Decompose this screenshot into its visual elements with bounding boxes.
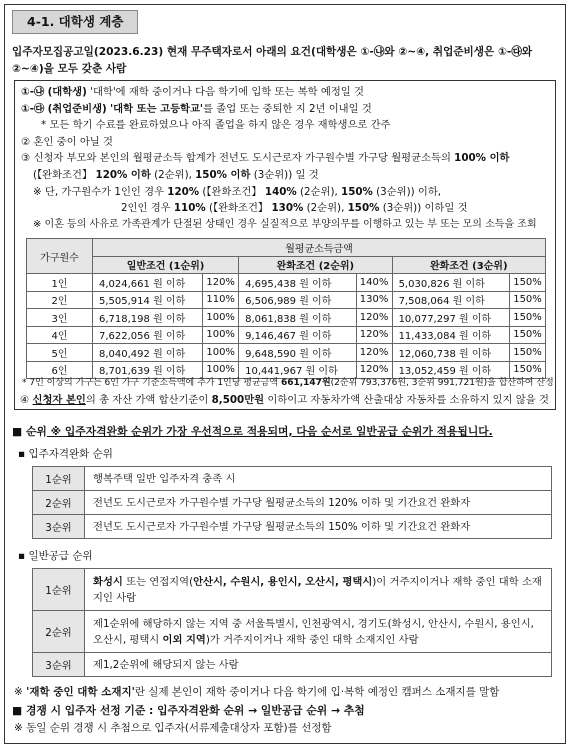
two-pre: 2인인 경우 — [121, 202, 174, 215]
general-rank-2: 2순위 — [33, 611, 85, 653]
general-pct-cell: 100% — [203, 344, 239, 362]
relax3-amount-cell: 11,433,084 원 이하 — [392, 326, 509, 344]
relax2-pct-cell: 140% — [356, 274, 392, 292]
relax3-pct-cell: 150% — [510, 309, 546, 327]
campus-pre: ※ — [14, 686, 27, 698]
condition-3-relaxed — [21, 167, 549, 184]
general-amount-cell: 8,701,639 원 이하 — [93, 361, 203, 379]
condition-1a-mark: ①-㉯ — [21, 86, 45, 98]
col-general: 일반조건 (1순위) — [93, 256, 239, 274]
general-amount-cell: 4,024,661 원 이하 — [93, 274, 203, 292]
one-m2: (2순위), — [296, 185, 342, 198]
relax2-pct-cell: 120% — [356, 361, 392, 379]
g1-t1: 또는 연접지역( — [122, 575, 194, 588]
condition-1b — [21, 101, 549, 118]
relax2-pct-cell: 120% — [356, 326, 392, 344]
household-cell: 2인 — [27, 291, 93, 309]
relax3-pct-cell: 150% — [510, 361, 546, 379]
household-cell: 3인 — [27, 309, 93, 327]
income-row — [27, 309, 546, 327]
condition-1b-head: (취업준비생) — [47, 102, 107, 115]
general-row-2 — [33, 611, 552, 653]
campus-bold: '재학 중인 대학 소재지' — [26, 686, 135, 698]
campus-note — [14, 684, 499, 700]
asset-bold1: 신청자 본인 — [32, 394, 86, 406]
relaxed-post: (3순위)) 일 것 — [250, 168, 319, 181]
household-cell: 1인 — [27, 274, 93, 292]
relax-row — [33, 467, 552, 491]
household-cell: 6인 — [27, 361, 93, 379]
asset-bold2: 8,500만원 — [211, 394, 265, 406]
relax-rank-text: 전년도 도시근로자 가구원수별 가구당 월평균소득의 150% 이하 및 기간요건 완화자 — [85, 515, 552, 539]
condition-1b-mark: ①-㉰ — [21, 102, 45, 115]
two-m2: (2순위), — [303, 202, 348, 215]
relax2-amount-cell: 9,146,467 원 이하 — [239, 326, 356, 344]
relax-rank-label: 1순위 — [33, 467, 85, 491]
intro-paragraph: 입주자모집공고일(2023.6.23) 현재 무주택자로서 아래의 요건(대학생은 ①-㉯와 ②~④, 취업준비생은 ①-㉰와 ②~④)을 모두 갖춘 사람 — [12, 46, 533, 75]
one-b3: 150% — [341, 185, 373, 198]
condition-1a-head: (대학생) — [47, 86, 87, 98]
relax-rank-title: ▪ 입주자격완화 순위 — [18, 448, 113, 460]
income-table — [26, 238, 546, 379]
relax-rank-table — [32, 466, 552, 539]
relaxed-mid: (2순위), — [150, 168, 196, 181]
general-amount-cell: 8,040,492 원 이하 — [93, 344, 203, 362]
condition-3-two-person — [21, 200, 549, 217]
lottery-note: ※ 동일 순위 경쟁 시 추첨으로 입주자(서류제출대상자 포함)를 선정함 — [14, 722, 332, 734]
condition-3-text: ③ 신청자 부모와 본인의 월평균소득 합계가 전년도 도시근로자 가구원수별 가구당 월평균소득의 — [21, 152, 455, 165]
two-b1: 110% — [173, 202, 206, 215]
col-relax2: 완화조건 (2순위) — [239, 256, 392, 274]
g2-b1: 이외 지역 — [162, 633, 206, 646]
general-rank-title: ▪ 일반공급 순위 — [18, 550, 93, 562]
relax3-amount-cell: 7,508,064 원 이하 — [392, 291, 509, 309]
footnote-bold: 661,147원 — [280, 378, 331, 388]
one-pre: ※ 단, 가구원수가 1인인 경우 — [33, 185, 168, 198]
relax2-pct-cell: 120% — [356, 309, 392, 327]
general-amount-cell: 5,505,914 원 이하 — [93, 291, 203, 309]
general-text-1 — [85, 569, 552, 611]
rank-section-heading — [12, 424, 493, 440]
relax2-pct-cell: 130% — [356, 291, 392, 309]
income-row — [27, 326, 546, 344]
two-m1: (【완화조건】 — [205, 202, 272, 215]
relax-row — [33, 515, 552, 539]
general-rank-table — [32, 568, 552, 677]
relax-rank-text: 행복주택 일반 입주자격 충족 시 — [85, 467, 552, 491]
relax2-amount-cell: 8,061,838 원 이하 — [239, 309, 356, 327]
asset-condition — [20, 392, 549, 408]
general-pct-cell: 100% — [203, 361, 239, 379]
col-income-group: 월평균소득금액 — [93, 239, 546, 257]
relax3-amount-cell: 12,060,738 원 이하 — [392, 344, 509, 362]
footnote-pre: * 7인 이상의 가구는 6인 가구 기준소득액에 추가 1인당 평균금액 — [22, 378, 281, 388]
condition-3 — [21, 150, 549, 167]
asset-post: 이하이고 자동차가액 산출대상 자동차를 소유하지 있지 않을 것 — [264, 394, 549, 406]
income-row — [27, 344, 546, 362]
general-text-2 — [85, 611, 552, 653]
household-cell: 5인 — [27, 344, 93, 362]
g1-b2: 안산시, 수원시, 용인시, 오산시, 평택시 — [193, 575, 373, 588]
relax-rank-label: 3순위 — [33, 515, 85, 539]
relax2-amount-cell: 4,695,438 원 이하 — [239, 274, 356, 292]
one-b1: 120% — [167, 185, 200, 198]
general-pct-cell: 100% — [203, 309, 239, 327]
general-pct-cell: 110% — [203, 291, 239, 309]
condition-3-bold: 100% 이하 — [454, 152, 510, 165]
relax2-amount-cell: 9,648,590 원 이하 — [239, 344, 356, 362]
condition-1b-note: * 모든 학기 수료를 완료하였으나 아직 졸업을 하지 않은 경우 재학생으로 간주 — [41, 119, 391, 132]
general-text-3: 제1,2순위에 해당되지 않는 사람 — [85, 653, 552, 677]
asset-pre: ④ — [20, 394, 33, 406]
condition-1b-text: 를 졸업 또는 중퇴한 지 2년 이내일 것 — [203, 102, 372, 115]
relax2-pct-cell: 120% — [356, 344, 392, 362]
footnote-post: (2순위 793,376원, 3순위 991,721원)을 합산하여 산정 — [330, 378, 554, 388]
condition-3-one-person — [21, 184, 549, 201]
relax3-amount-cell: 10,077,297 원 이하 — [392, 309, 509, 327]
one-post: (3순위)) 이하, — [372, 185, 442, 198]
two-b3: 150% — [347, 202, 380, 215]
relax3-amount-cell: 5,030,826 원 이하 — [392, 274, 509, 292]
g2-t1: 제1순위에 해당하지 않는 지역 중 서울특별시, 인천광역시, 경기도(화성시, 안산시, 수원시, 용인시, 오산시, 평택시 — [93, 617, 534, 646]
rank-heading-bold: ■ 순위 — [12, 425, 47, 438]
general-rank-1: 1순위 — [33, 569, 85, 611]
one-m1: (【완화조건】 — [199, 185, 265, 198]
relaxed-120: 120% 이하 — [95, 168, 151, 181]
condition-2: ② 혼인 중이 아닐 것 — [21, 135, 113, 148]
relaxed-pre: (【완화조건】 — [33, 168, 96, 181]
relax-rank-text: 전년도 도시근로자 가구원수별 가구당 월평균소득의 120% 이하 및 기간요건 완화자 — [85, 491, 552, 515]
campus-post: 란 실제 본인이 재학 중이거나 다음 학기에 입·복학 예정인 캠퍼스 소재지를 말함 — [134, 686, 500, 698]
household-cell: 4인 — [27, 326, 93, 344]
general-row-1 — [33, 569, 552, 611]
two-post: (3순위)) 이하일 것 — [379, 202, 468, 215]
general-row-3 — [33, 653, 552, 677]
income-row — [27, 291, 546, 309]
g1-t2: )이 거주지이거나 재학 중인 대학 소재지인 사람 — [93, 575, 542, 604]
condition-3-divorce-note: ※ 이혼 등의 사유로 가족관계가 단절된 상태인 경우 실질적으로 부양의무를 이행하고 있는 부 또는 모의 소득을 조회 — [33, 218, 537, 230]
col-relax3: 완화조건 (3순위) — [392, 256, 545, 274]
col-household: 가구원수 — [27, 239, 93, 274]
condition-1b-bold: '대학 또는 고등학교' — [110, 102, 204, 115]
g1-b1: 화성시 — [93, 575, 123, 588]
relax3-pct-cell: 150% — [510, 274, 546, 292]
relax2-amount-cell: 10,441,967 원 이하 — [239, 361, 356, 379]
one-b2: 140% — [264, 185, 297, 198]
relax3-pct-cell: 150% — [510, 326, 546, 344]
g2-t2: )가 거주지이거나 재학 중인 대학 소재지인 사람 — [205, 633, 419, 646]
lottery-heading: ■ 경쟁 시 입주자 선정 기준 : 입주자격완화 순위 → 일반공급 순위 → 추첨 — [12, 704, 365, 717]
condition-1a-text: '대학'에 재학 중이거나 다음 학기에 입학 또는 복학 예정일 것 — [90, 86, 364, 98]
section-title: 4-1. 대학생 계층 — [12, 10, 138, 34]
general-amount-cell: 7,622,056 원 이하 — [93, 326, 203, 344]
relax-rank-label: 2순위 — [33, 491, 85, 515]
general-pct-cell: 120% — [203, 274, 239, 292]
general-pct-cell: 100% — [203, 326, 239, 344]
relax-row — [33, 491, 552, 515]
relax2-amount-cell: 6,506,989 원 이하 — [239, 291, 356, 309]
condition-1a — [21, 84, 549, 101]
large-household-footnote — [22, 376, 554, 390]
income-row — [27, 274, 546, 292]
general-rank-3: 3순위 — [33, 653, 85, 677]
asset-mid: 의 총 자산 가액 합산기준이 — [85, 394, 212, 406]
relax3-pct-cell: 150% — [510, 291, 546, 309]
relax3-pct-cell: 150% — [510, 344, 546, 362]
rank-heading-text: ※ 입주자격완화 순위가 가장 우선적으로 적용되며, 다음 순서로 일반공급 순위가 적용됩니다. — [46, 425, 493, 438]
relaxed-150: 150% 이하 — [195, 168, 251, 181]
general-amount-cell: 6,718,198 원 이하 — [93, 309, 203, 327]
two-b2: 130% — [271, 202, 304, 215]
relax3-amount-cell: 13,052,459 원 이하 — [392, 361, 509, 379]
